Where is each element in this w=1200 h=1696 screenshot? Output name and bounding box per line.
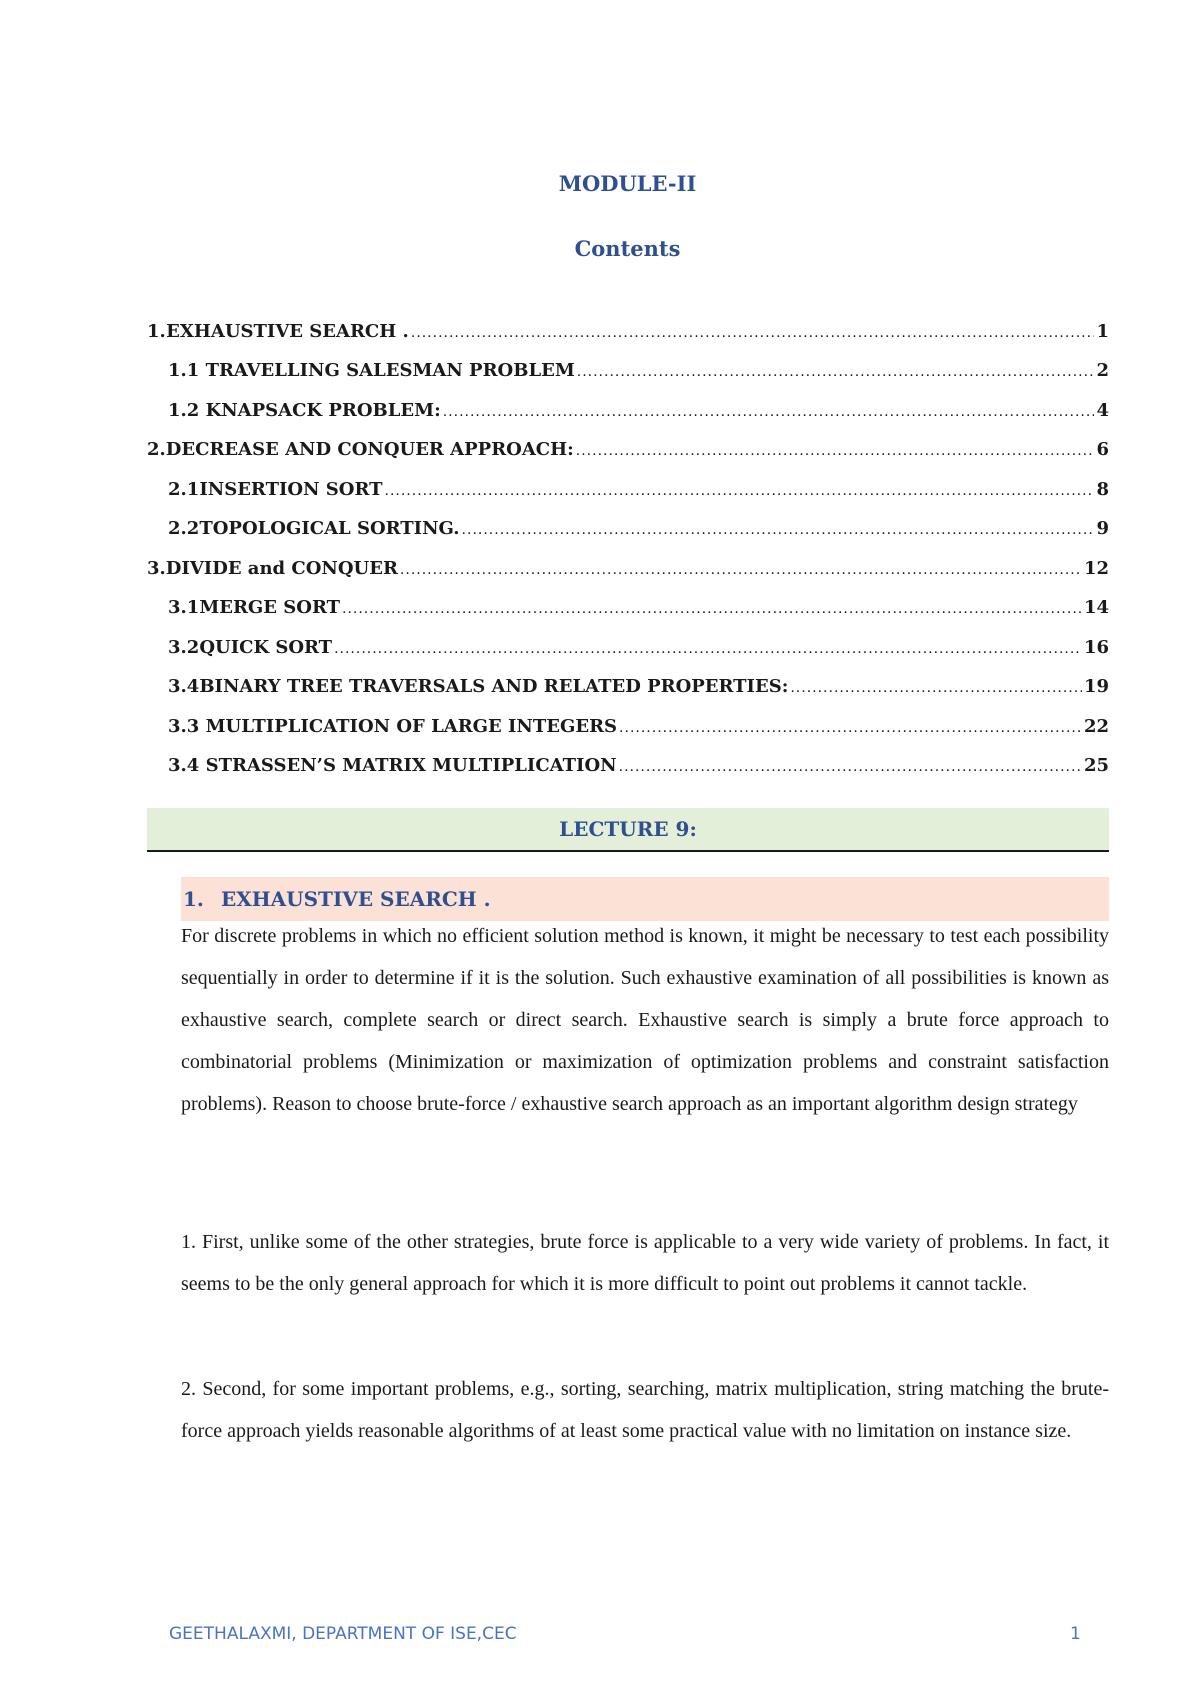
toc-entry-label: 1.1 TRAVELLING SALESMAN PROBLEM xyxy=(168,360,575,381)
toc-entry[interactable] xyxy=(168,479,1109,500)
toc-entry-page: 9 xyxy=(1096,518,1109,539)
toc-entry-page: 6 xyxy=(1096,439,1109,460)
footer-author: GEETHALAXMI, DEPARTMENT OF ISE,CEC xyxy=(169,1624,517,1644)
toc-dot-leader xyxy=(400,562,1082,578)
toc-entry[interactable] xyxy=(168,676,1109,697)
toc-entry[interactable] xyxy=(147,439,1109,460)
toc-entry[interactable] xyxy=(168,518,1109,539)
toc-entry-label: 3.DIVIDE and CONQUER xyxy=(147,558,398,579)
toc-entry[interactable] xyxy=(147,558,1109,579)
toc-dot-leader xyxy=(619,759,1082,775)
toc-entry-number: 2.1 xyxy=(168,479,200,500)
toc-entry-label: TOPOLOGICAL SORTING. xyxy=(199,518,460,539)
toc-entry-page: 14 xyxy=(1083,597,1109,618)
toc-entry-label: EXHAUSTIVE SEARCH . xyxy=(166,321,409,342)
section-title: EXHAUSTIVE SEARCH . xyxy=(221,887,491,911)
toc-dot-leader xyxy=(385,483,1095,499)
contents-title: Contents xyxy=(574,236,681,261)
toc-entry[interactable] xyxy=(168,400,1109,421)
toc-dot-leader xyxy=(462,522,1095,538)
toc-entry[interactable] xyxy=(168,716,1109,737)
toc-entry[interactable] xyxy=(147,321,1109,342)
toc-entry-page: 12 xyxy=(1083,558,1109,579)
toc-entry[interactable] xyxy=(168,360,1109,381)
toc-entry-page: 22 xyxy=(1083,716,1109,737)
toc-dot-leader xyxy=(342,601,1082,617)
toc-dot-leader xyxy=(576,443,1095,459)
section-number: 1. xyxy=(183,887,204,911)
toc-entry-number: 1. xyxy=(147,321,166,342)
toc-dot-leader xyxy=(334,641,1082,657)
footer-page-number: 1 xyxy=(1070,1624,1081,1644)
toc-entry-label: DECREASE AND CONQUER APPROACH: xyxy=(165,439,574,460)
intro-paragraph: For discrete problems in which no efficient solution method is known, it might be necessary to test each possibility sequentially in order to determine if it is the solution. Such exhaustive examination of all possibilities is known as exhaustive search, complete search or direct search. Exhaustive search is simply a brute force approach to combinatorial problems (Minimization or maximization of optimization problems and constraint satisfaction problems). Reason to choose brute-force / exhaustive search approach as an important algorithm design strategy xyxy=(181,925,1109,1115)
toc-dot-leader xyxy=(619,720,1082,736)
lecture-heading: LECTURE 9: xyxy=(147,808,1109,852)
toc-dot-leader xyxy=(443,404,1095,420)
toc-entry-label: 3.1MERGE SORT xyxy=(168,597,340,618)
toc-entry[interactable] xyxy=(168,755,1109,776)
toc-entry-label: 3.3 MULTIPLICATION OF LARGE INTEGERS xyxy=(168,716,618,737)
toc-entry-page: 25 xyxy=(1083,755,1109,776)
point-one-paragraph: 1. First, unlike some of the other strategies, brute force is applicable to a very wide variety of problems. In fact, it seems to be the only general approach for which it is more difficult to point out problems it cannot tackle. xyxy=(181,1231,1109,1295)
toc-entry-label: 3.4 STRASSEN’S MATRIX MULTIPLICATION xyxy=(168,755,617,776)
toc-entry-label: INSERTION SORT xyxy=(199,479,383,500)
toc-entry[interactable] xyxy=(168,597,1109,618)
toc-entry-page: 19 xyxy=(1083,676,1109,697)
toc-entry-page: 4 xyxy=(1096,400,1109,421)
toc-entry-label: 1.2 KNAPSACK PROBLEM: xyxy=(168,400,441,421)
toc-dot-leader xyxy=(577,364,1095,380)
toc-dot-leader xyxy=(790,680,1082,696)
toc-dot-leader xyxy=(411,325,1095,341)
toc-entry-label: 3.2QUICK SORT xyxy=(168,637,333,658)
toc-entry[interactable] xyxy=(168,637,1109,658)
toc-entry-page: 2 xyxy=(1096,360,1109,381)
module-title: MODULE-II xyxy=(558,171,697,196)
toc-entry-page: 1 xyxy=(1096,321,1109,342)
toc-entry-label: 3.4BINARY TREE TRAVERSALS AND RELATED PROPERTIES: xyxy=(168,676,789,697)
point-two-paragraph: 2. Second, for some important problems, e.g., sorting, searching, matrix multiplication, string matching the brute-force approach yields reasonable algorithms of at least some practical value with no limitation on instance size. xyxy=(181,1378,1109,1442)
toc-entry-page: 16 xyxy=(1083,637,1109,658)
toc-entry-number: 2.2 xyxy=(168,518,200,539)
toc-entry-page: 8 xyxy=(1096,479,1109,500)
toc-entry-number: 2. xyxy=(147,439,166,460)
